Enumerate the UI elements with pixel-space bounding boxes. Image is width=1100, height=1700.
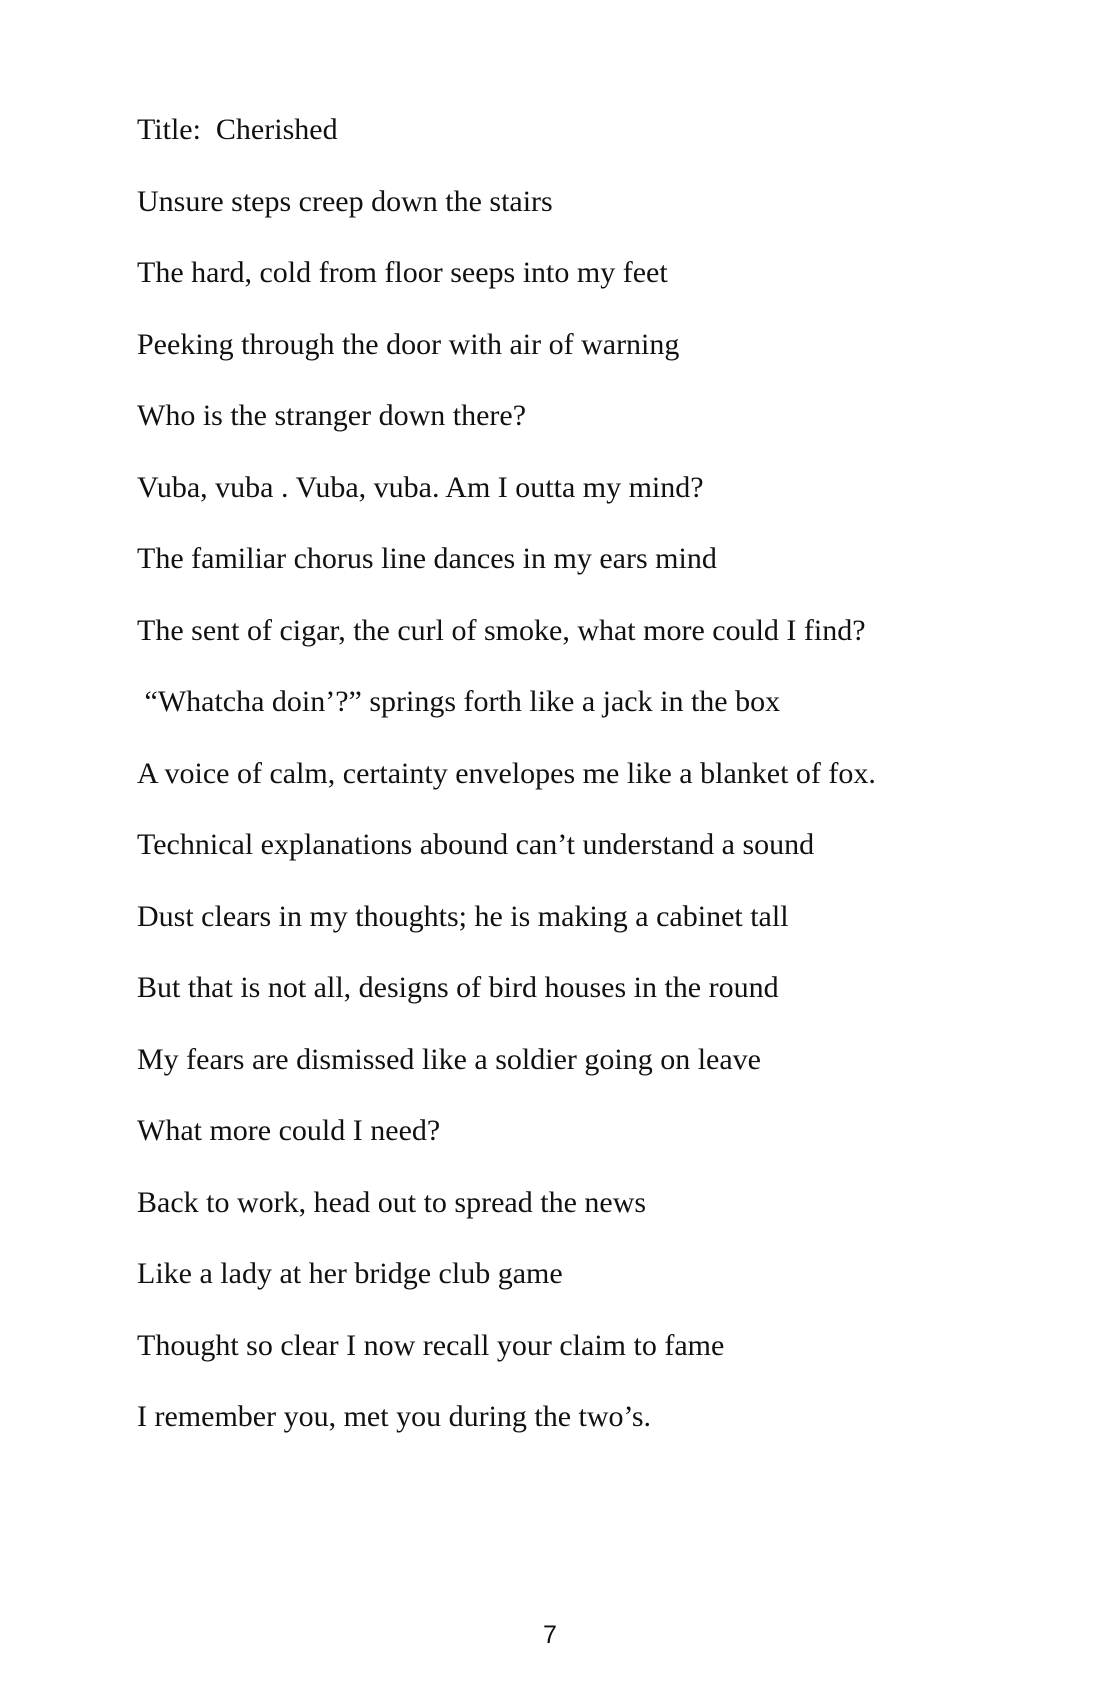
poem-line: The familiar chorus line dances in my ears mind [137,542,717,575]
poem-line: What more could I need? [137,1114,441,1147]
poem-title: Title: Cherished [137,113,338,146]
page-number: 7 [543,1621,557,1649]
poem-line: The sent of cigar, the curl of smoke, what more could I find? [137,613,866,647]
poem-line: “Whatcha doin’?” springs forth like a jack in the box [137,685,781,718]
poem-line: Back to work, head out to spread the news [137,1185,647,1219]
poem-line: My fears are dismissed like a soldier going on leave [137,1042,761,1076]
poem-line: Dust clears in my thoughts; he is making a cabinet tall [137,899,789,933]
poem-line: Like a lady at her bridge club game [137,1257,563,1290]
poem-line: Who is the stranger down there? [137,399,527,432]
poem-line: Unsure steps creep down the stairs [137,184,553,218]
poem-body [137,94,1037,1453]
poem-line: The hard, cold from floor seeps into my feet [137,256,668,289]
poem-line: Thought so clear I now recall your claim to fame [137,1328,725,1362]
poem-line: Technical explanations abound can’t understand a sound [137,828,815,861]
poem-line: But that is not all, designs of bird houses in the round [137,971,779,1004]
poem-line: Peeking through the door with air of warning [137,327,680,361]
poem-line: I remember you, met you during the two’s. [137,1400,652,1433]
poem-line: A voice of calm, certainty envelopes me like a blanket of fox. [137,756,876,790]
poem-line: Vuba, vuba . Vuba, vuba. Am I outta my mind? [137,470,704,504]
